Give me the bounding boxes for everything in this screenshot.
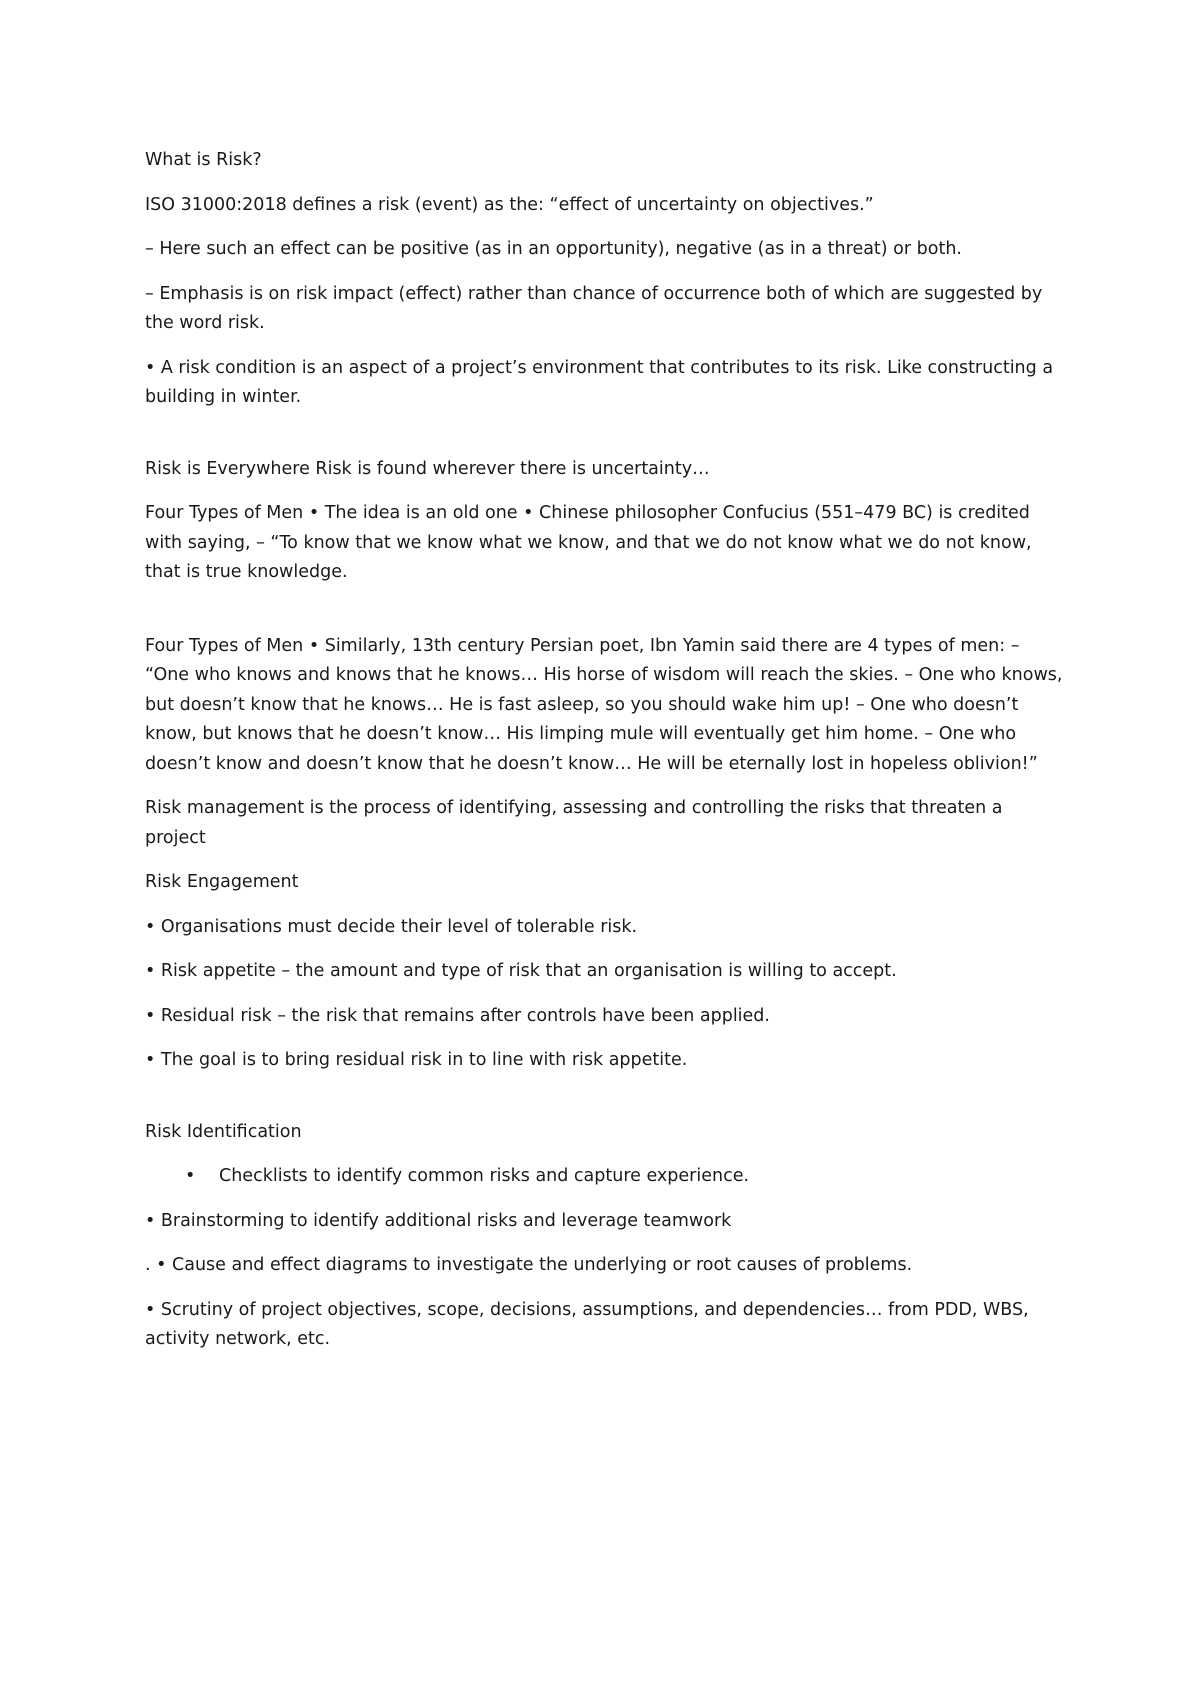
paragraph-risk-management: Risk management is the process of identifying, assessing and controlling the risks that threaten a project xyxy=(145,798,1003,848)
paragraph-risk-condition: • A risk condition is an aspect of a project’s environment that contributes to its risk. Like constructing a building in winter. xyxy=(145,357,1054,407)
heading-risk-engagement: Risk Engagement xyxy=(145,872,299,892)
item-brainstorming: • Brainstorming to identify additional risks and leverage teamwork xyxy=(145,1210,732,1231)
paragraph-effect-positive-negative: – Here such an effect can be positive (as in an opportunity), negative (as in a threat) or both. xyxy=(145,239,962,259)
heading-risk-identification: Risk Identification xyxy=(145,1121,302,1142)
item-residual-risk: • Residual risk – the risk that remains after controls have been applied. xyxy=(145,1005,770,1026)
item-goal-residual-risk: • The goal is to bring residual risk in to line with risk appetite. xyxy=(145,1050,688,1070)
item-cause-effect: . • Cause and effect diagrams to investigate the underlying or root causes of problems. xyxy=(145,1255,913,1275)
document-body xyxy=(145,146,1065,1370)
item-risk-appetite: • Risk appetite – the amount and type of risk that an organisation is willing to accept. xyxy=(145,961,897,981)
paragraph-risk-everywhere: Risk is Everywhere Risk is found wherever there is uncertainty… xyxy=(145,458,710,479)
bullet-icon: • xyxy=(185,1166,196,1186)
item-scrutiny: • Scrutiny of project objectives, scope, decisions, assumptions, and dependencies… from PDD, WBS, activity network, etc. xyxy=(145,1299,1029,1349)
paragraph-iso-definition: ISO 31000:2018 defines a risk (event) as the: “effect of uncertainty on objectives.” xyxy=(145,194,874,215)
paragraph-emphasis-impact: – Emphasis is on risk impact (effect) rather than chance of occurrence both of which are suggested by the word risk. xyxy=(145,283,1043,333)
paragraph-four-types-ibn-yamin: Four Types of Men • Similarly, 13th century Persian poet, Ibn Yamin said there are 4 types of men: – “One who knows and knows that he knows… His horse of wisdom will reach the skies. – One who knows, but doesn’t know that he knows… He is fast asleep, so you should wake him up! – One who doesn’t know, but knows that he doesn’t know… His limping mule will eventually get him home. – One who doesn’t know and doesn’t know that he doesn’t know… He will be eternally lost in hopeless oblivion!” xyxy=(145,635,1063,774)
list-item-checklists xyxy=(145,1162,1065,1192)
paragraph-four-types-confucius: Four Types of Men • The idea is an old one • Chinese philosopher Confucius (551–479 BC) is credited with saying, – “To know that we know what we know, and that we do not know what we do not know, that is true knowledge. xyxy=(145,503,1032,582)
heading-what-is-risk: What is Risk? xyxy=(145,150,262,170)
list-item-checklists-text: Checklists to identify common risks and capture experience. xyxy=(219,1166,750,1186)
item-tolerable-risk: • Organisations must decide their level of tolerable risk. xyxy=(145,916,638,937)
